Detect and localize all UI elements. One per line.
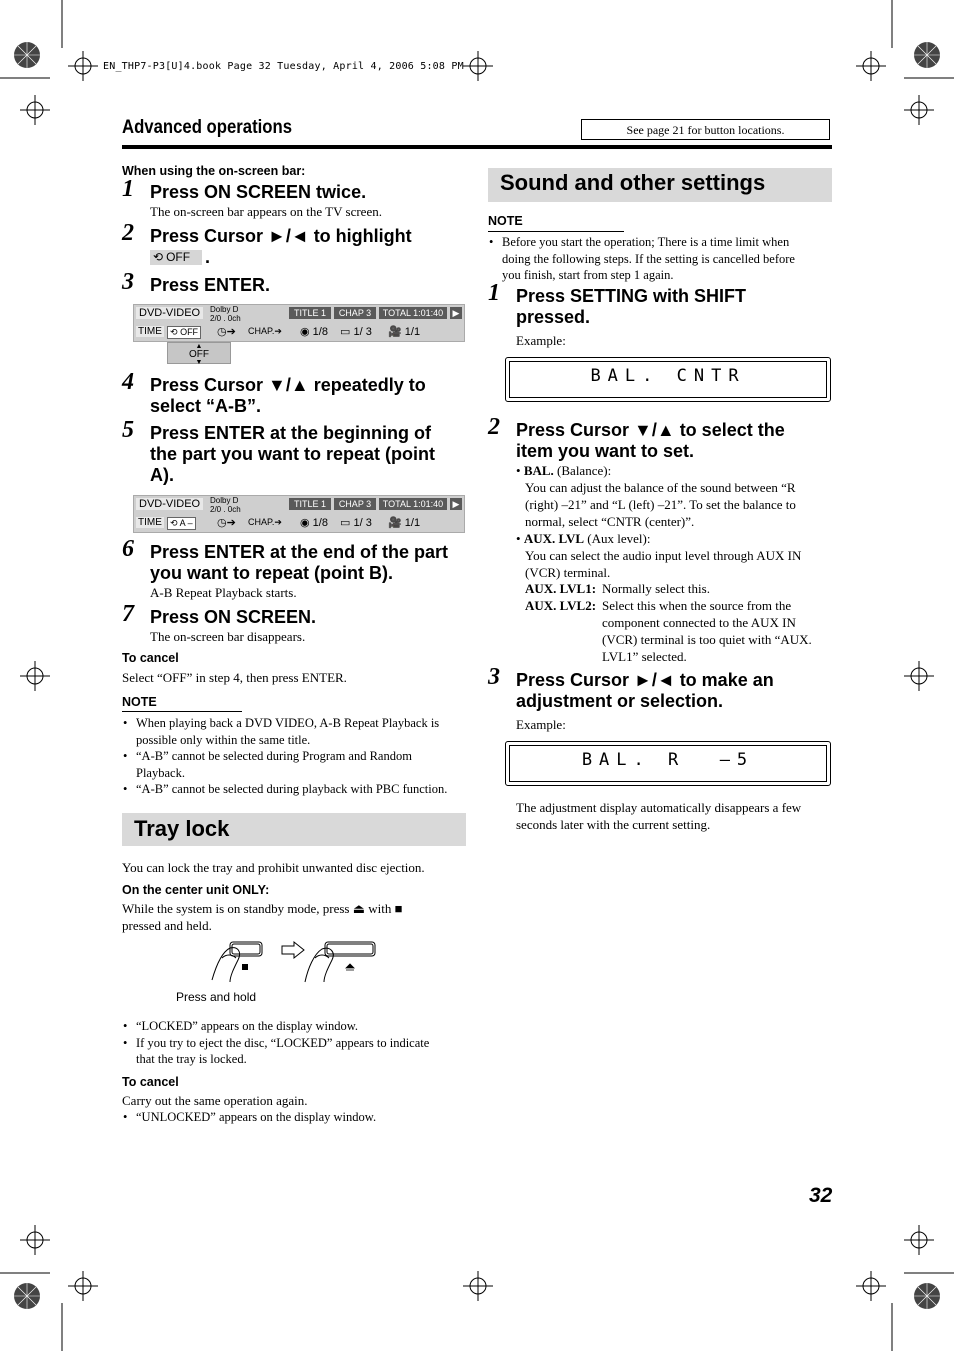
tray-bullets: [122, 1018, 472, 1068]
step-title: pressed.: [516, 307, 591, 327]
step-title: Press Cursor ►/◄ to highlight: [150, 226, 412, 246]
osd-title-chip: TITLE 1: [289, 498, 331, 510]
aux-item: • AUX. LVL (Aux level):: [516, 531, 651, 546]
osd-chap-chip: CHAP 3: [334, 498, 376, 510]
step-title: A).: [150, 465, 174, 485]
example-label: Example:: [516, 333, 566, 348]
osd-audio-track: ◉ 1/8: [300, 517, 328, 529]
note-heading: NOTE: [122, 695, 157, 709]
play-icon: ▶: [450, 307, 462, 319]
step-title: adjustment or selection.: [516, 691, 724, 711]
osd-source: DVD-VIDEO: [136, 498, 203, 510]
up-arrow-icon: ▲: [195, 343, 203, 350]
step-title-tail: .: [205, 247, 211, 267]
tray-cancel-heading: To cancel: [122, 1075, 179, 1089]
center-unit-heading: On the center unit ONLY:: [122, 883, 270, 897]
angle-icon: 🎥: [388, 326, 402, 338]
clock-icon: ◷➔: [217, 517, 236, 529]
example-label: Example:: [516, 717, 566, 732]
list-item: • “LOCKED” appears on the display window.: [122, 1018, 472, 1035]
step-desc: A-B Repeat Playback starts.: [150, 585, 297, 600]
note-rule: [122, 711, 242, 712]
step-title: Press Cursor ▼/▲ to select the: [516, 420, 785, 440]
step-number: 2: [122, 220, 134, 246]
step-number: 3: [122, 269, 134, 295]
aux-desc: (VCR) terminal.: [525, 565, 611, 580]
page-number: 32: [809, 1184, 833, 1207]
step-desc: The on-screen bar appears on the TV screen.: [150, 204, 382, 219]
display-window-2: [505, 741, 831, 786]
osd-chapter-cell: CHAP.➔: [248, 517, 282, 527]
repeat-off-label: OFF: [166, 250, 191, 264]
bal-item: • BAL. (Balance):: [516, 463, 612, 478]
step-title: item you want to set.: [516, 441, 695, 461]
note-heading: NOTE: [488, 214, 523, 228]
onscreen-heading: When using the on-screen bar:: [122, 164, 306, 178]
cancel-text: Select “OFF” in step 4, then press ENTER.: [122, 670, 347, 685]
tray-cancel-text: Carry out the same operation again.: [122, 1093, 308, 1108]
osd-source: DVD-VIDEO: [136, 307, 203, 319]
aux-lvl1-term: AUX. LVL1:: [525, 581, 597, 596]
note-rule: [488, 231, 624, 232]
bal-desc: normal, select “CNTR (center)”.: [525, 514, 695, 529]
angle-icon: 🎥: [388, 517, 402, 529]
step-number: 1: [122, 176, 134, 202]
list-item: • “UNLOCKED” appears on the display window.: [122, 1109, 472, 1126]
osd-time: TIME: [138, 517, 162, 528]
onscreen-bar-2: [133, 495, 465, 533]
osd-total-chip: TOTAL 1:01:40: [379, 307, 447, 319]
down-arrow-icon: ▼: [195, 359, 203, 366]
osd-audio-format: Dolby D: [210, 496, 239, 505]
subtitle-icon: ▭: [340, 326, 351, 338]
osd-repeat-cell: ⟲ OFF: [167, 326, 201, 339]
osd-audio-channels: 2/0 . 0ch: [210, 505, 241, 514]
list-item: • “A-B” cannot be selected during Program and Random Playback.: [122, 748, 472, 781]
step-number: 5: [122, 417, 134, 443]
step-number: 4: [122, 369, 134, 395]
list-item: • When playing back a DVD VIDEO, A-B Repeat Playback is possible only within the same title.: [122, 715, 472, 748]
step-title: Press ENTER.: [150, 275, 271, 295]
aux-lvl2-term: AUX. LVL2:: [525, 598, 597, 613]
osd-subtitle-track: ▭ 1/ 3: [340, 517, 372, 529]
tray-lock-title: Tray lock: [122, 813, 466, 846]
header-rule: [122, 145, 832, 149]
bal-desc: (right) –21” and “L (left) –21”. To set the balance to: [525, 497, 796, 512]
press-hold-illustration: [200, 938, 380, 990]
repeat-icon: ⟲: [153, 250, 164, 264]
display-window-1: [505, 357, 831, 402]
eject-icon: [346, 964, 354, 970]
osd-total-chip: TOTAL 1:01:40: [379, 498, 447, 510]
onscreen-bar-1: [133, 304, 465, 342]
display-text: BAL. CNTR: [590, 366, 746, 386]
bal-desc: You can adjust the balance of the sound between “R: [525, 480, 796, 495]
step-title: Press ON SCREEN twice.: [150, 182, 367, 202]
cancel-heading: To cancel: [122, 651, 179, 665]
aux-lvl1-desc: Normally select this.: [602, 581, 710, 596]
osd-audio-track: ◉ 1/8: [300, 326, 328, 338]
audio-icon: ◉: [300, 326, 310, 338]
aux-lvl2-desc: Select this when the source from the: [602, 598, 792, 613]
aux-desc: You can select the audio input level through AUX IN: [525, 548, 802, 563]
step-number: 6: [122, 536, 134, 562]
list-item: • “A-B” cannot be selected during playback with PBC function.: [122, 781, 472, 798]
tray-intro: You can lock the tray and prohibit unwanted disc ejection.: [122, 860, 425, 875]
osd-popup: [167, 342, 231, 364]
repeat-icon: ⟲: [170, 518, 178, 528]
osd-chapter-cell: CHAP.➔: [248, 326, 282, 336]
sound-settings-title: Sound and other settings: [488, 168, 832, 202]
note-list: [488, 234, 833, 284]
osd-title-chip: TITLE 1: [289, 307, 331, 319]
step-title: Press Cursor ▼/▲ repeatedly to: [150, 375, 426, 395]
step-desc: The on-screen bar disappears.: [150, 629, 306, 644]
list-item: • If you try to eject the disc, “LOCKED” appears to indicate that the tray is locked.: [122, 1035, 472, 1068]
list-item: • Before you start the operation; There is a time limit when doing the following steps. If the setting is cancelled before you finish, start from step 1 again.: [488, 234, 833, 284]
step-number: 2: [488, 414, 500, 440]
audio-icon: ◉: [300, 517, 310, 529]
osd-angle: 🎥 1/1: [388, 326, 421, 338]
step-title: you want to repeat (point B).: [150, 563, 393, 583]
step-title: Press ON SCREEN.: [150, 607, 317, 627]
repeat-off-chip: [150, 250, 202, 265]
repeat-icon: ⟲: [170, 327, 178, 337]
osd-time: TIME: [138, 326, 162, 337]
press-hold-caption: Press and hold: [176, 990, 257, 1004]
clock-icon: ◷➔: [217, 326, 236, 338]
osd-popup-value: OFF: [189, 349, 209, 360]
play-icon: ▶: [450, 498, 462, 510]
step-title: Press ENTER at the end of the part: [150, 542, 449, 562]
osd-audio-format: Dolby D: [210, 305, 239, 314]
step-title: select “A-B”.: [150, 396, 262, 416]
aux-lvl2-desc: LVL1” selected.: [602, 649, 687, 664]
osd-audio-channels: 2/0 . 0ch: [210, 314, 241, 323]
see-page-box: See page 21 for button locations.: [581, 119, 830, 140]
osd-subtitle-track: ▭ 1/ 3: [340, 326, 372, 338]
stop-icon: [242, 964, 248, 970]
step-title: Press ENTER at the beginning of: [150, 423, 432, 443]
osd-chap-chip: CHAP 3: [334, 307, 376, 319]
display-text: BAL. R –5: [581, 750, 755, 770]
step-title: Press SETTING with SHIFT: [516, 286, 747, 306]
tray-cancel-bullets: [122, 1109, 472, 1126]
osd-angle: 🎥 1/1: [388, 517, 421, 529]
note-list: [122, 715, 472, 798]
step-number: 1: [488, 280, 500, 306]
footer-text: seconds later with the current setting.: [516, 817, 711, 832]
center-unit-text: pressed and held.: [122, 918, 212, 933]
step-title: Press Cursor ►/◄ to make an: [516, 670, 774, 690]
osd-repeat-cell: ⟲ A –: [167, 517, 196, 530]
step-number: 3: [488, 664, 500, 690]
step-number: 7: [122, 601, 134, 627]
aux-lvl2-desc: (VCR) terminal is too quiet with “AUX.: [602, 632, 812, 647]
step-title: the part you want to repeat (point: [150, 444, 436, 464]
aux-lvl2-desc: component connected to the AUX IN: [602, 615, 796, 630]
center-unit-text: While the system is on standby mode, press ⏏ with ■: [122, 901, 403, 916]
subtitle-icon: ▭: [340, 517, 351, 529]
section-label: Advanced operations: [122, 117, 293, 138]
file-info-line: EN_THP7-P3[U]4.book Page 32 Tuesday, April 4, 2006 5:08 PM: [103, 61, 464, 72]
footer-text: The adjustment display automatically disappears a few: [516, 800, 802, 815]
